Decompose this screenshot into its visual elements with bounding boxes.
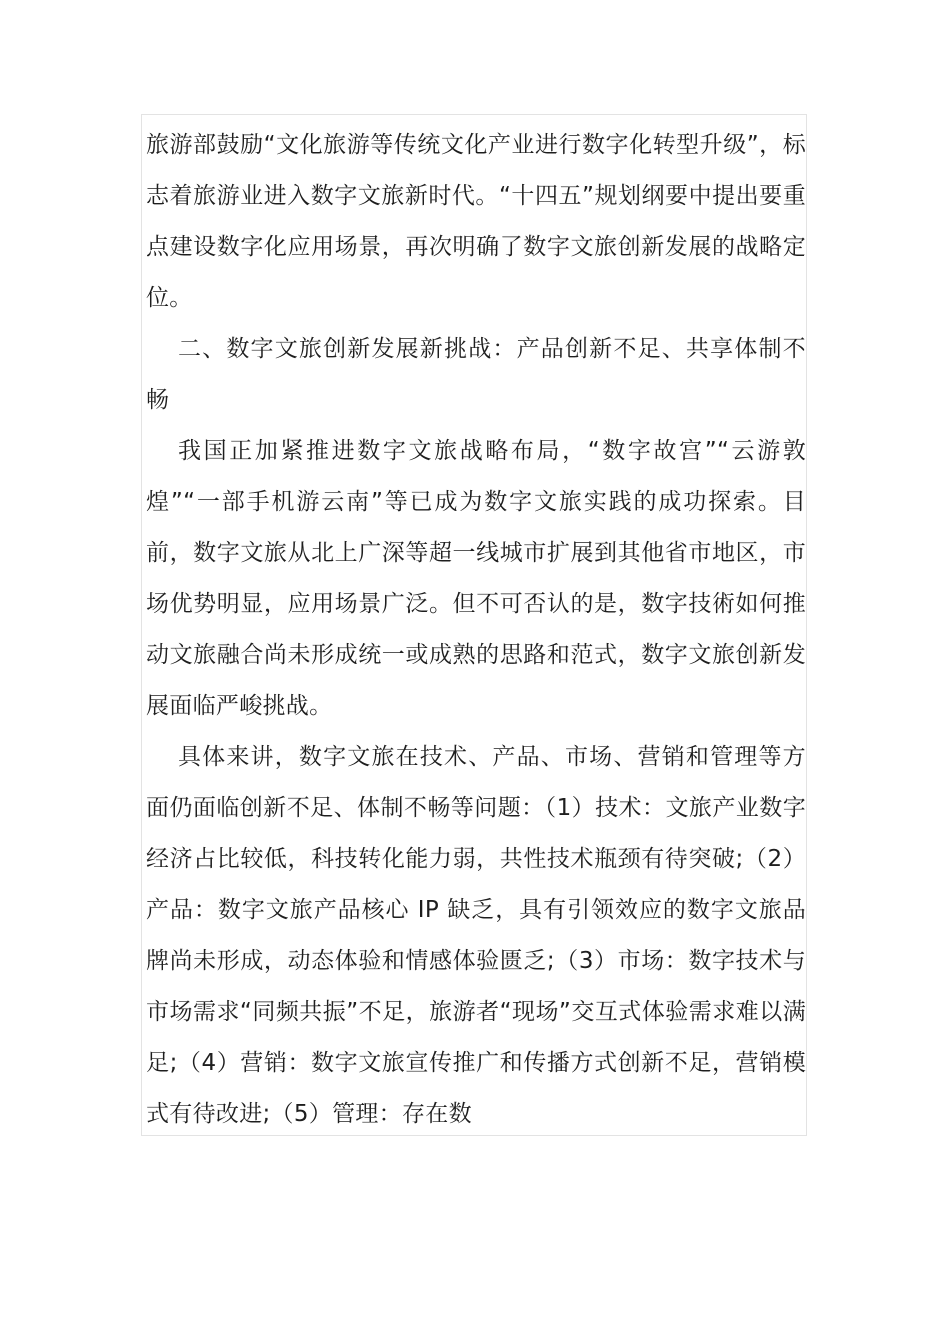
section-heading: 二、数字文旅创新发展新挑战：产品创新不足、共享体制不畅	[146, 336, 806, 413]
paragraph-continuation: 旅游部鼓励“文化旅游等传统文化产业进行数字化转型升级”，标志着旅游业进入数字文旅新时代。“十四五”规划纲要中提出要重点建设数字化应用场景，再次明确了数字文旅创新发展的战略定位。	[146, 132, 806, 311]
paragraph: 我国正加紧推进数字文旅战略布局，“数字故宫”“云游敦煌”“一部手机游云南”等已成为数字文旅实践的成功探索。目前，数字文旅从北上广深等超一线城市扩展到其他省市地区，市场优势明显，应用场景广泛。但不可否认的是，数字技術如何推动文旅融合尚未形成统一或成熟的思路和范式，数字文旅创新发展面临严峻挑战。	[146, 438, 806, 719]
document-text-frame	[141, 114, 807, 1136]
paragraph: 具体来讲，数字文旅在技术、产品、市场、营销和管理等方面仍面临创新不足、体制不畅等问题：（1）技术：文旅产业数字经济占比较低，科技转化能力弱，共性技术瓶颈有待突破;（2）产品：数字文旅产品核心 IP 缺乏，具有引领效应的数字文旅品牌尚未形成，动态体验和情感体验匮乏;（3）市场：数字技术与市场需求“同频共振”不足，旅游者“现场”交互式体验需求难以满足;（4）营销：数字文旅宣传推广和传播方式创新不足，营销模式有待改进;（5）管理：存在数	[146, 744, 806, 1127]
